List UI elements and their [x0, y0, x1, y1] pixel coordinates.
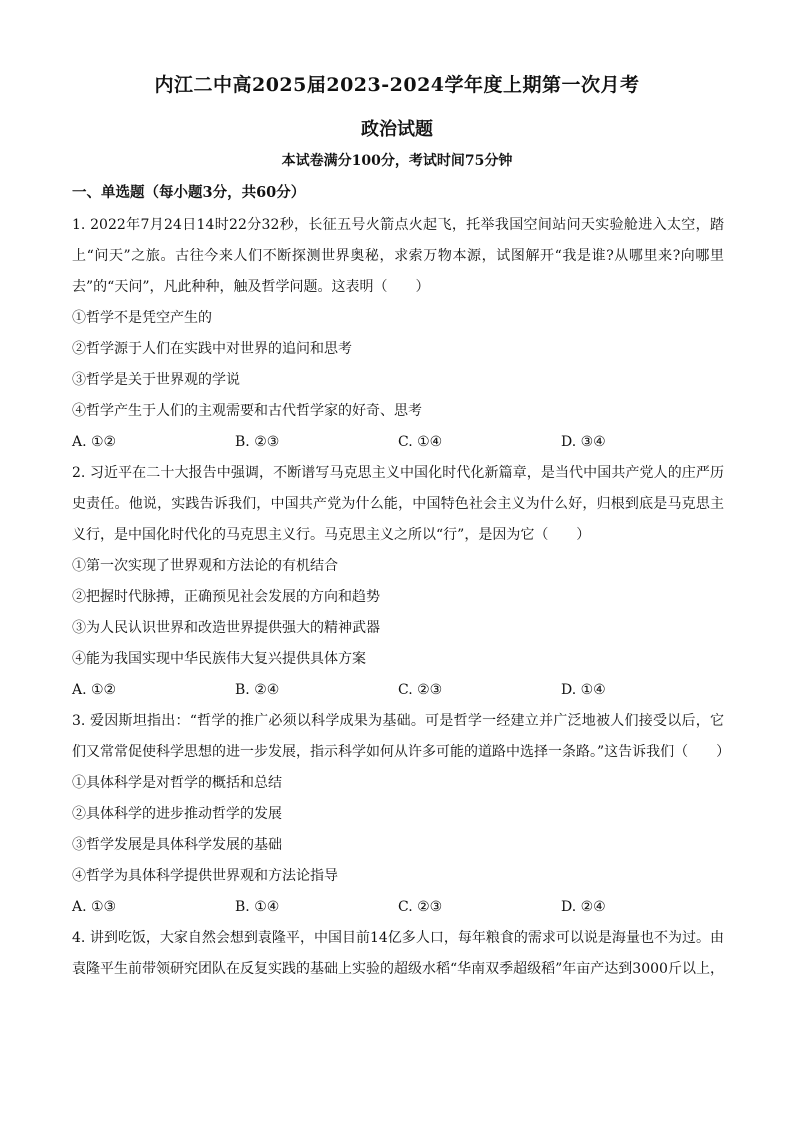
- question-stem: 1. 2022年7月24日14时22分32秒，长征五号火箭点火起飞，托举我国空间站问天实验舱进入太空，踏上“问天”之旅。古往今来人们不断探测世界奥秘，求索万物本源，试图解开“我是谁?从哪里来?向哪里去”的“天问”，凡此种种，触及哲学问题。这表明（ ）: [72, 217, 724, 295]
- exam-title: 内江二中高2025届2023-2024学年度上期第一次月考: [154, 74, 640, 96]
- answer-choices: [72, 675, 724, 706]
- statement-option: ④能为我国实现中华民族伟大复兴提供具体方案: [72, 651, 366, 667]
- statement-option: ①第一次实现了世界观和方法论的有机结合: [72, 558, 338, 574]
- statement-option: ①具体科学是对哲学的概括和总结: [72, 775, 282, 791]
- choice-a: A. ①②: [72, 682, 117, 698]
- choice-b: B. ②④: [235, 682, 280, 698]
- statement-option: ④哲学为具体科学提供世界观和方法论指导: [72, 868, 338, 884]
- answer-choices: [72, 892, 724, 923]
- statement-option: ③哲学是关于世界观的学说: [72, 372, 240, 388]
- answer-choices: [72, 427, 724, 458]
- exam-info: 本试卷满分100分，考试时间75分钟: [281, 153, 513, 169]
- exam-subject: 政治试题: [361, 119, 433, 140]
- questions-list: [72, 210, 731, 985]
- question-stem: 4. 讲到吃饭，大家自然会想到袁隆平，中国目前14亿多人口，每年粮食的需求可以说是海量也不为过。由袁隆平生前带领研究团队在反复实践的基础上实验的超级水稻“华南双季超级稻”年亩产达到3000斤以上，: [72, 930, 724, 977]
- choice-a: A. ①③: [72, 899, 117, 915]
- question-stem: 2. 习近平在二十大报告中强调，不断谱写马克思主义中国化时代化新篇章，是当代中国共产党人的庄严历史责任。他说，实践告诉我们，中国共产党为什么能，中国特色社会主义为什么好，归根到底是马克思主义行，是中国化时代化的马克思主义行。马克思主义之所以“行”，是因为它（ ）: [72, 465, 724, 543]
- choice-c: C. ①④: [398, 434, 443, 450]
- statement-option: ①哲学不是凭空产生的: [72, 310, 212, 326]
- question-stem: 3. 爱因斯坦指出：“哲学的推广必须以科学成果为基础。可是哲学一经建立并广泛地被人们接受以后，它们又常常促使科学思想的进一步发展，指示科学如何从许多可能的道路中选择一条路。”这告诉我们（ ）: [72, 713, 731, 760]
- choice-d: D. ③④: [561, 434, 606, 450]
- statement-option: ②具体科学的进步推动哲学的发展: [72, 806, 282, 822]
- statement-option: ②把握时代脉搏，正确预见社会发展的方向和趋势: [72, 589, 380, 605]
- question-2: [72, 458, 724, 706]
- choice-b: B. ①④: [235, 899, 280, 915]
- choice-c: C. ②③: [398, 899, 443, 915]
- choice-b: B. ②③: [235, 434, 280, 450]
- question-1: [72, 210, 724, 458]
- statement-option: ④哲学产生于人们的主观需要和古代哲学家的好奇、思考: [72, 403, 422, 419]
- choice-a: A. ①②: [72, 434, 117, 450]
- statement-option: ②哲学源于人们在实践中对世界的追问和思考: [72, 341, 352, 357]
- choice-d: D. ①④: [561, 682, 606, 698]
- choice-d: D. ②④: [561, 899, 606, 915]
- statement-option: ③哲学发展是具体科学发展的基础: [72, 837, 282, 853]
- question-4: [72, 923, 724, 985]
- question-3: [72, 706, 731, 923]
- statement-option: ③为人民认识世界和改造世界提供强大的精神武器: [72, 620, 380, 636]
- section-heading: 一、单选题（每小题3分，共60分）: [72, 184, 306, 201]
- choice-c: C. ②③: [398, 682, 443, 698]
